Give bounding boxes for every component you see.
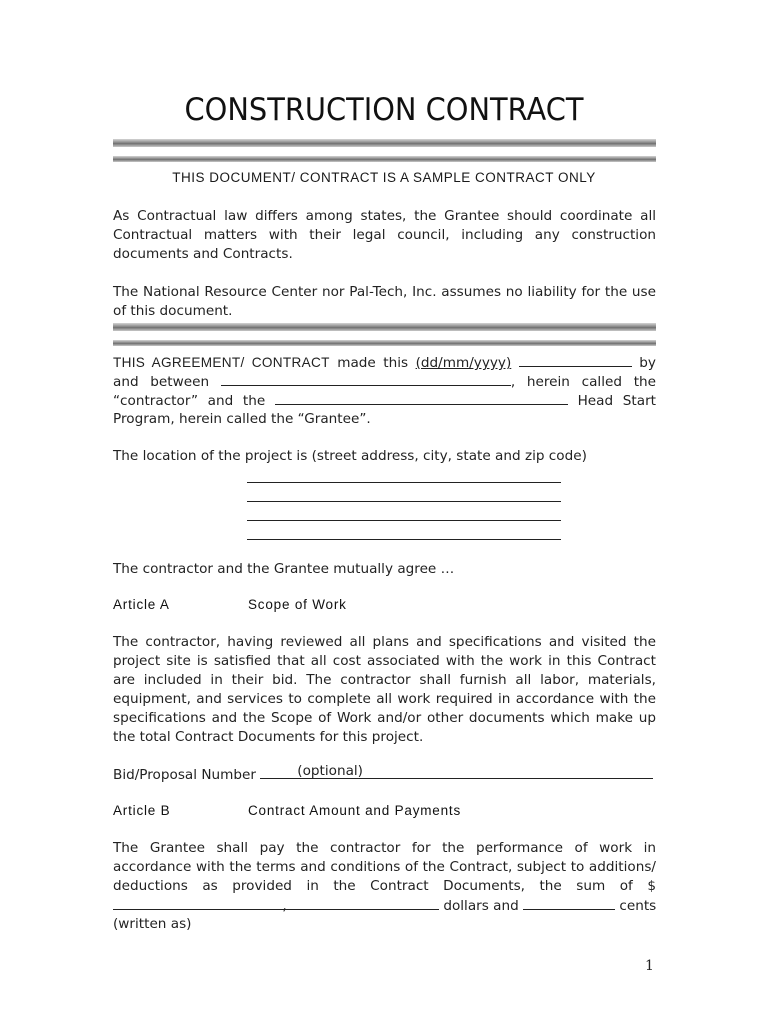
- agreement-head-start: Head Start: [577, 393, 656, 409]
- article-a-heading: [113, 597, 656, 612]
- agreement-line-1: [113, 353, 656, 373]
- bid-proposal-blank[interactable]: [260, 765, 653, 779]
- article-a-body: The contractor, having reviewed all plans and specifications and visited the project site is satisfied that all cost associated with the work in this Contract are included in their bid. The contractor shall furnish all labor, materials, equipment, and services to complete all work required in accordance with the specifications and the Scope of Work and/or other documents which make up the total Contract Documents for this project.: [113, 634, 656, 745]
- document-title: CONSTRUCTION CONTRACT: [184, 92, 584, 128]
- intro-paragraph-legal: As Contractual law differs among states, the Grantee should coordinate all Contractual matters with their legal council, including any construction documents and Contracts.: [113, 208, 656, 262]
- article-b-body: The Grantee shall pay the contractor for the performance of work in accordance with the terms and conditions of the Contract, subject to additions/ deductions as provided in the Contract Documents, the sum of $ ,: [113, 840, 656, 914]
- sample-notice: THIS DOCUMENT/ CONTRACT IS A SAMPLE CONTRACT ONLY: [172, 170, 596, 185]
- agreement-lead: THIS AGREEMENT/ CONTRACT: [113, 355, 330, 370]
- cents-text: cents: [619, 898, 657, 914]
- title-rule-bottom: [113, 156, 656, 162]
- location-prompt: The location of the project is (street address, city, state and zip code): [113, 448, 587, 464]
- amount-words-line: [113, 896, 656, 916]
- article-a-title: Scope of Work: [248, 597, 347, 612]
- agreement-by: by: [639, 355, 656, 371]
- agreement-line-2: [113, 372, 656, 392]
- amount-words-blank[interactable]: [113, 896, 439, 910]
- agreement-line-3: [113, 391, 656, 411]
- cents-blank[interactable]: [523, 896, 615, 910]
- agreement-herein-called: , herein called the: [510, 374, 657, 390]
- bid-proposal-label: Bid/Proposal Number: [113, 767, 256, 783]
- agreement-contractor-and-the: “contractor” and the: [113, 393, 266, 409]
- date-format: (dd/mm/yyyy): [415, 355, 512, 371]
- article-b-label: Article B: [113, 803, 171, 818]
- dollars-and-text: dollars and: [443, 898, 519, 914]
- address-line-2[interactable]: [247, 501, 561, 502]
- bid-proposal-line: [113, 765, 656, 785]
- article-b-title: Contract Amount and Payments: [248, 803, 462, 818]
- agreement-and-between: and between: [113, 374, 210, 390]
- section-rule-bottom: [113, 340, 656, 346]
- intro-paragraph-liability: The National Resource Center nor Pal-Tech, Inc. assumes no liability for the use of this document.: [113, 284, 656, 319]
- address-line-4[interactable]: [247, 539, 561, 540]
- mutual-agree-text: The contractor and the Grantee mutually agree …: [113, 561, 455, 577]
- bid-optional-note: (optional): [297, 763, 363, 779]
- article-b-body-text: The Grantee shall pay the contractor for the performance of work in accordance with the terms and conditions of the Contract, subject to additions/ deductions as provided in the Contract Documents, the sum of $: [113, 840, 656, 894]
- address-line-1[interactable]: [247, 482, 561, 483]
- title-rule-top: [113, 139, 656, 147]
- article-b-heading: [113, 803, 656, 818]
- section-rule-top: [113, 323, 656, 331]
- grantee-name-blank[interactable]: [275, 391, 568, 405]
- page-number: 1: [645, 958, 654, 974]
- written-as-text: (written as): [113, 916, 192, 932]
- date-blank[interactable]: [519, 353, 632, 367]
- address-line-3[interactable]: [247, 520, 561, 521]
- agreement-made-this: made this: [337, 355, 409, 371]
- article-a-label: Article A: [113, 597, 170, 612]
- contractor-name-blank[interactable]: [221, 372, 511, 386]
- agreement-line-4: Program, herein called the “Grantee”.: [113, 411, 371, 427]
